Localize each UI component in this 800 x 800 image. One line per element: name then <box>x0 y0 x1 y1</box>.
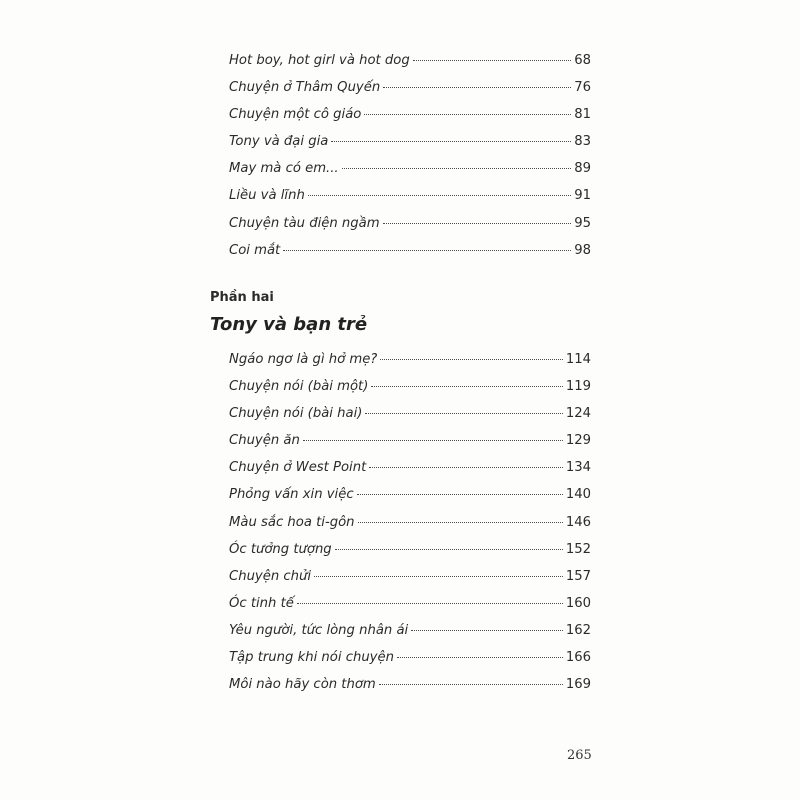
dot-leader <box>308 195 571 196</box>
dot-leader <box>297 603 563 604</box>
toc-entry-title: Chuyện ở West Point <box>229 460 367 476</box>
toc-entry-page: 76 <box>574 80 591 96</box>
toc-entry-page: 162 <box>565 622 591 638</box>
dot-leader <box>383 87 571 88</box>
dot-leader <box>397 657 563 658</box>
toc-entry-title: Hot boy, hot girl và hot dog <box>229 53 410 68</box>
toc-entry-title: Liều và lĩnh <box>229 188 305 204</box>
toc-entry <box>229 650 591 677</box>
dot-leader <box>335 549 563 550</box>
toc-entry-page: 146 <box>565 514 591 530</box>
toc-entry <box>229 161 591 188</box>
toc-entry-title: Tập trung khi nói chuyện <box>229 650 394 666</box>
toc-entry <box>229 460 591 487</box>
toc-entry-page: 140 <box>565 487 591 503</box>
toc-list-part-one-continued <box>229 53 591 270</box>
toc-entry <box>229 487 591 514</box>
toc-entry <box>229 515 591 542</box>
toc-entry-page: 81 <box>574 107 591 123</box>
dot-leader <box>283 250 571 251</box>
toc-entry-page: 95 <box>574 215 591 231</box>
toc-entry-page: 124 <box>565 406 591 422</box>
dot-leader <box>380 359 563 360</box>
toc-entry <box>229 107 591 134</box>
dot-leader <box>342 168 572 169</box>
toc-entry-page: 169 <box>565 677 591 693</box>
dot-leader <box>358 522 563 523</box>
toc-entry <box>229 379 591 406</box>
toc-entry <box>229 80 591 107</box>
toc-entry-title: May mà có em... <box>229 161 339 177</box>
toc-entry-title: Màu sắc hoa ti-gôn <box>229 514 355 530</box>
dot-leader <box>357 494 563 495</box>
dot-leader <box>371 386 562 387</box>
part-label: Phần hai <box>210 290 274 305</box>
toc-entry-page: 91 <box>574 188 591 204</box>
toc-entry-page: 134 <box>565 460 591 476</box>
toc-entry-title: Coi mắt <box>229 242 281 258</box>
dot-leader <box>413 60 571 61</box>
part-title: Tony và bạn trẻ <box>210 314 368 335</box>
toc-entry-title: Chuyện nói (bài một) <box>229 379 369 395</box>
toc-entry-page: 129 <box>565 433 591 449</box>
dot-leader <box>379 684 563 685</box>
page-number: 265 <box>567 748 592 763</box>
toc-entry-page: 114 <box>565 352 591 367</box>
toc-entry <box>229 569 591 596</box>
toc-entry-page: 160 <box>565 595 591 611</box>
dot-leader <box>303 440 563 441</box>
dot-leader <box>369 467 563 468</box>
toc-entry-page: 152 <box>565 541 591 557</box>
toc-entry-page: 157 <box>565 568 591 584</box>
dot-leader <box>365 413 562 414</box>
toc-entry-title: Chuyện tàu điện ngầm <box>229 215 380 231</box>
toc-entry-page: 68 <box>574 53 591 68</box>
toc-entry-title: Chuyện chửi <box>229 568 312 584</box>
toc-entry-title: Môi nào hãy còn thơm <box>229 677 376 693</box>
toc-entry-title: Yêu người, tức lòng nhân ái <box>229 622 409 638</box>
toc-entry <box>229 406 591 433</box>
toc-entry-title: Chuyện ăn <box>229 433 300 449</box>
toc-entry-title: Ngáo ngơ là gì hở mẹ? <box>229 352 378 367</box>
dot-leader <box>331 141 571 142</box>
toc-list-part-two <box>229 352 591 704</box>
toc-entry <box>229 623 591 650</box>
toc-entry <box>229 677 591 704</box>
toc-entry-title: Óc tinh tế <box>229 595 294 611</box>
toc-entry-page: 89 <box>574 161 591 177</box>
dot-leader <box>314 576 563 577</box>
toc-entry <box>229 433 591 460</box>
toc-entry <box>229 188 591 215</box>
dot-leader <box>411 630 563 631</box>
toc-entry-page: 119 <box>565 379 591 395</box>
dot-leader <box>364 114 571 115</box>
toc-entry-page: 98 <box>574 242 591 258</box>
toc-entry-page: 83 <box>574 134 591 150</box>
toc-entry <box>229 216 591 243</box>
dot-leader <box>383 223 572 224</box>
toc-entry-title: Chuyện ở Thâm Quyến <box>229 80 381 96</box>
toc-entry-title: Chuyện một cô giáo <box>229 107 362 123</box>
toc-entry <box>229 134 591 161</box>
toc-entry-title: Óc tưởng tượng <box>229 541 332 557</box>
toc-entry <box>229 596 591 623</box>
toc-entry <box>229 352 591 379</box>
toc-entry <box>229 243 591 270</box>
toc-entry-title: Tony và đại gia <box>229 134 329 150</box>
toc-entry <box>229 53 591 80</box>
toc-entry-title: Phỏng vấn xin việc <box>229 487 354 503</box>
toc-entry-page: 166 <box>565 650 591 666</box>
toc-entry <box>229 542 591 569</box>
toc-entry-title: Chuyện nói (bài hai) <box>229 406 363 422</box>
